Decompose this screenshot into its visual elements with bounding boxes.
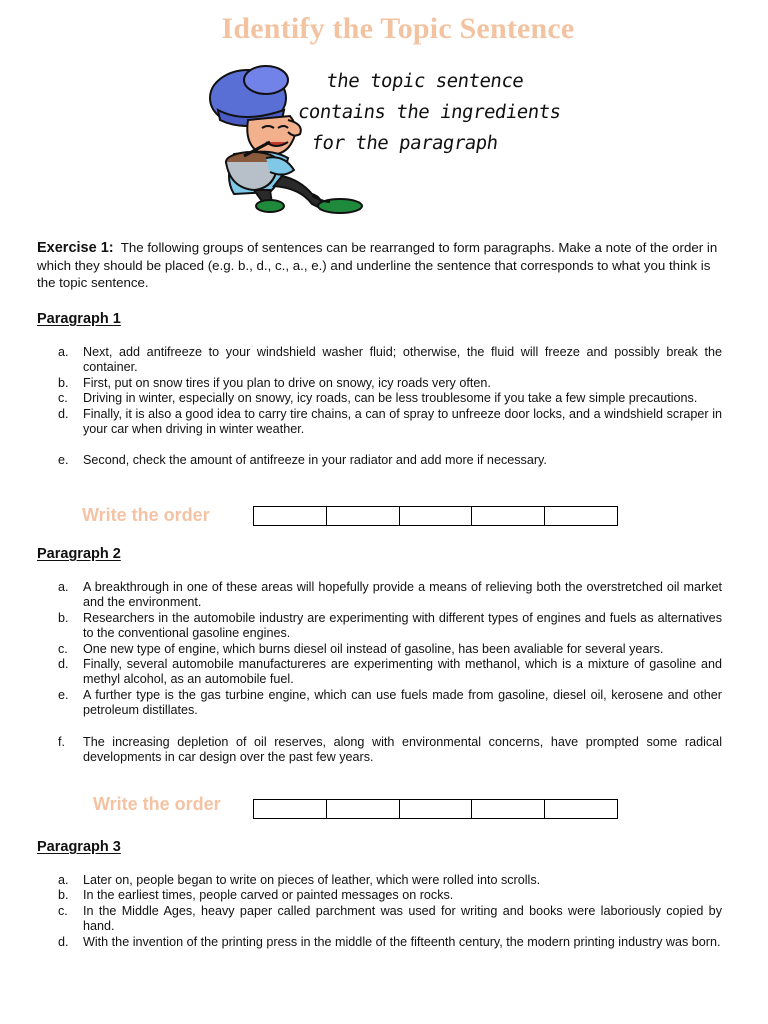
list-item: e. Second, check the amount of antifreeze in your radiator and add more if necessary.: [58, 453, 547, 468]
paragraph-2-heading: Paragraph 2: [37, 546, 121, 562]
order-answer-cell[interactable]: [472, 800, 545, 818]
order-label: Write the order: [82, 505, 210, 525]
order-answer-cell[interactable]: [472, 507, 545, 525]
slogan-line-2: contains the ingredients: [296, 101, 563, 123]
order-answer-cell[interactable]: [327, 507, 400, 525]
list-item: a. Next, add antifreeze to your windshield washer fluid; otherwise, the fluid will freeze and possibly break the container.: [58, 345, 722, 375]
order-answer-boxes[interactable]: [253, 506, 618, 526]
exercise-instructions: [37, 239, 727, 291]
list-item: c. In the Middle Ages, heavy paper called parchment was used for writing and books were laboriously copied by hand.: [58, 903, 722, 934]
slogan-lettering: [296, 66, 563, 159]
order-answer-cell[interactable]: [327, 800, 400, 818]
order-answer-cell[interactable]: [400, 507, 473, 525]
list-item: e. A further type is the gas turbine engine, which can use fuels made from gasoline, diesel oil, kerosene and other petroleum distillates.: [58, 687, 722, 718]
paragraph-1-list: [58, 345, 722, 469]
order-answer-boxes[interactable]: [253, 799, 618, 819]
list-item: b. Researchers in the automobile industry are experimenting with different types of engines and fuels as alternatives to the conventional gasoline engines.: [58, 610, 722, 641]
list-item: c. One new type of engine, which burns diesel oil instead of gasoline, has been avaliable for several years.: [58, 641, 664, 656]
paragraph-3-list: [58, 873, 722, 950]
order-answer-cell[interactable]: [254, 800, 327, 818]
slogan-line-1: the topic sentence: [324, 70, 525, 92]
order-answer-cell[interactable]: [254, 507, 327, 525]
order-label: Write the order: [93, 794, 221, 814]
list-item: d. Finally, it is also a good idea to carry tire chains, a can of spray to unfreeze door locks, and a windshield scraper in your car when driving in winter weather.: [58, 406, 722, 437]
exercise-text: The following groups of sentences can be rearranged to form paragraphs. Make a note of the order in which they should be placed (e.g. b., d., c., a., e.) and underline the sentence that corresponds to what you think is the topic sentence.: [37, 240, 718, 290]
list-item: b. In the earliest times, people carved or painted messages on rocks.: [58, 888, 454, 903]
order-answer-cell[interactable]: [545, 800, 617, 818]
list-item: d. With the invention of the printing press in the middle of the fifteenth century, the modern printing industry was born.: [58, 934, 721, 949]
order-answer-cell[interactable]: [400, 800, 473, 818]
list-item: f. The increasing depletion of oil reserves, along with environmental concerns, have prompted some radical developments in car design over the past few years.: [58, 734, 722, 765]
list-item: d. Finally, several automobile manufactureres are experimenting with methanol, which is a mixture of gasoline and methyl alcohol, as an automobile fuel.: [58, 657, 722, 687]
paragraph-1-heading: Paragraph 1: [37, 311, 121, 327]
list-item: b. First, put on snow tires if you plan to drive on snowy, icy roads very often.: [58, 375, 491, 390]
page-title: Identify the Topic Sentence: [221, 12, 575, 45]
order-answer-cell[interactable]: [545, 507, 617, 525]
list-item: c. Driving in winter, especially on snowy, icy roads, can be less troublesome if you take a few simple precautions.: [58, 391, 698, 406]
slogan-line-3: for the paragraph: [310, 132, 500, 154]
list-item: a. A breakthrough in one of these areas will hopefully provide a means of relieving both the overstretched oil market and the environment.: [58, 580, 722, 610]
exercise-label: Exercise 1:: [37, 240, 114, 256]
paragraph-2-list: [58, 580, 722, 765]
paragraph-3-heading: Paragraph 3: [37, 839, 121, 855]
list-item: a. Later on, people began to write on pieces of leather, which were rolled into scrolls.: [58, 873, 541, 887]
